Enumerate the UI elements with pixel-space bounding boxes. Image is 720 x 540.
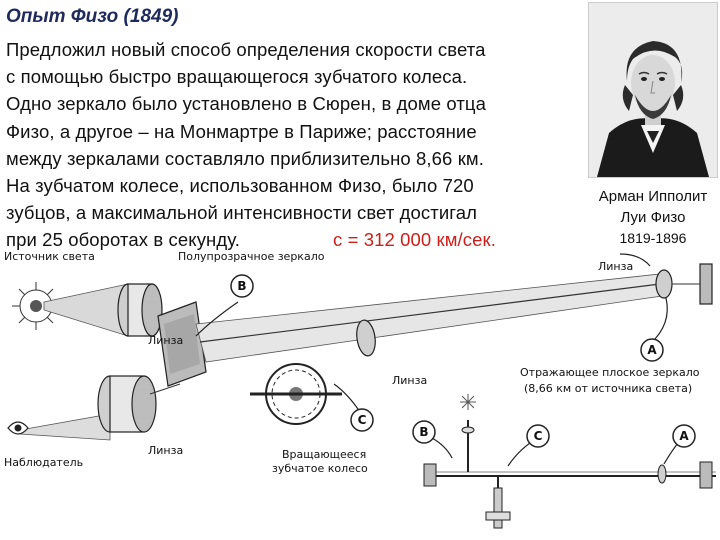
portrait-caption <box>588 186 718 249</box>
svg-text:C: C <box>357 413 367 427</box>
reflecting-mirror-label: Отражающее плоское зеркало <box>520 366 700 379</box>
fizeau-portrait <box>588 2 718 178</box>
text-line: зубцов, а максимальной интенсивности свет достигал <box>6 202 478 224</box>
gear-wheel-icon <box>250 364 342 424</box>
svg-text:B: B <box>419 425 429 439</box>
distant-mirror-icon <box>672 264 712 304</box>
text-line: при 25 оборотах в секунду. с = 312 000 км/сек. <box>6 226 581 253</box>
half-mirror-label: Полупрозрачное зеркало <box>178 250 325 263</box>
text-line: между зеркалами составляло приблизительно 8,66 км. <box>6 147 484 169</box>
marker-a-bottom <box>673 425 695 447</box>
marker-b-bottom <box>413 421 435 443</box>
svg-text:A: A <box>647 343 657 357</box>
observer-label: Наблюдатель <box>4 456 84 469</box>
svg-text:A: A <box>679 429 689 443</box>
description-text <box>6 36 581 254</box>
caption-name-line2: Луи Физо <box>620 209 686 226</box>
text-line: На зубчатом колесе, использованном Физо, было 720 <box>6 175 474 197</box>
light-source-label: Источник света <box>4 250 95 263</box>
svg-text:C: C <box>533 429 543 443</box>
marker-a-right <box>641 339 663 361</box>
lens-bottom-left-icon <box>98 376 156 432</box>
svg-text:B: B <box>237 279 247 293</box>
lens-right-label: Линза <box>598 260 634 273</box>
text-line: Одно зеркало было установлено в Сюрен, в доме отца <box>6 93 487 115</box>
portrait-image <box>589 3 717 177</box>
marker-c-mid <box>351 409 373 431</box>
gear-label-line1: Вращающееся <box>282 448 367 461</box>
text-line: Предложил новый способ определения скорости света <box>6 39 486 60</box>
reflecting-mirror-distance-label: (8,66 км от источника света) <box>524 382 693 395</box>
gear-label-line2: зубчатое колесо <box>272 462 368 475</box>
lens-bottom-left-label: Линза <box>148 444 184 457</box>
marker-c-bottom <box>527 425 549 447</box>
caption-name-line1: Арман Ипполит <box>598 188 708 205</box>
caption-years: 1819-1896 <box>619 230 687 246</box>
lens-top-left-icon <box>118 284 162 336</box>
lens-top-left-label: Линза <box>148 334 184 347</box>
marker-b-top <box>231 275 253 297</box>
lens-mid-label: Линза <box>392 374 428 387</box>
slide-title: Опыт Физо (1849) <box>6 6 179 27</box>
speed-formula: с = 312 000 км/сек. <box>333 229 496 251</box>
text-line: с помощью быстро вращающегося зубчатого колеса. <box>6 66 468 88</box>
lens-right-icon <box>656 270 672 298</box>
fizeau-apparatus-diagram <box>0 244 720 540</box>
text-line: Физо, а другое – на Монмартре в Париже; расстояние <box>6 120 477 142</box>
optical-bench-schematic <box>424 394 716 528</box>
